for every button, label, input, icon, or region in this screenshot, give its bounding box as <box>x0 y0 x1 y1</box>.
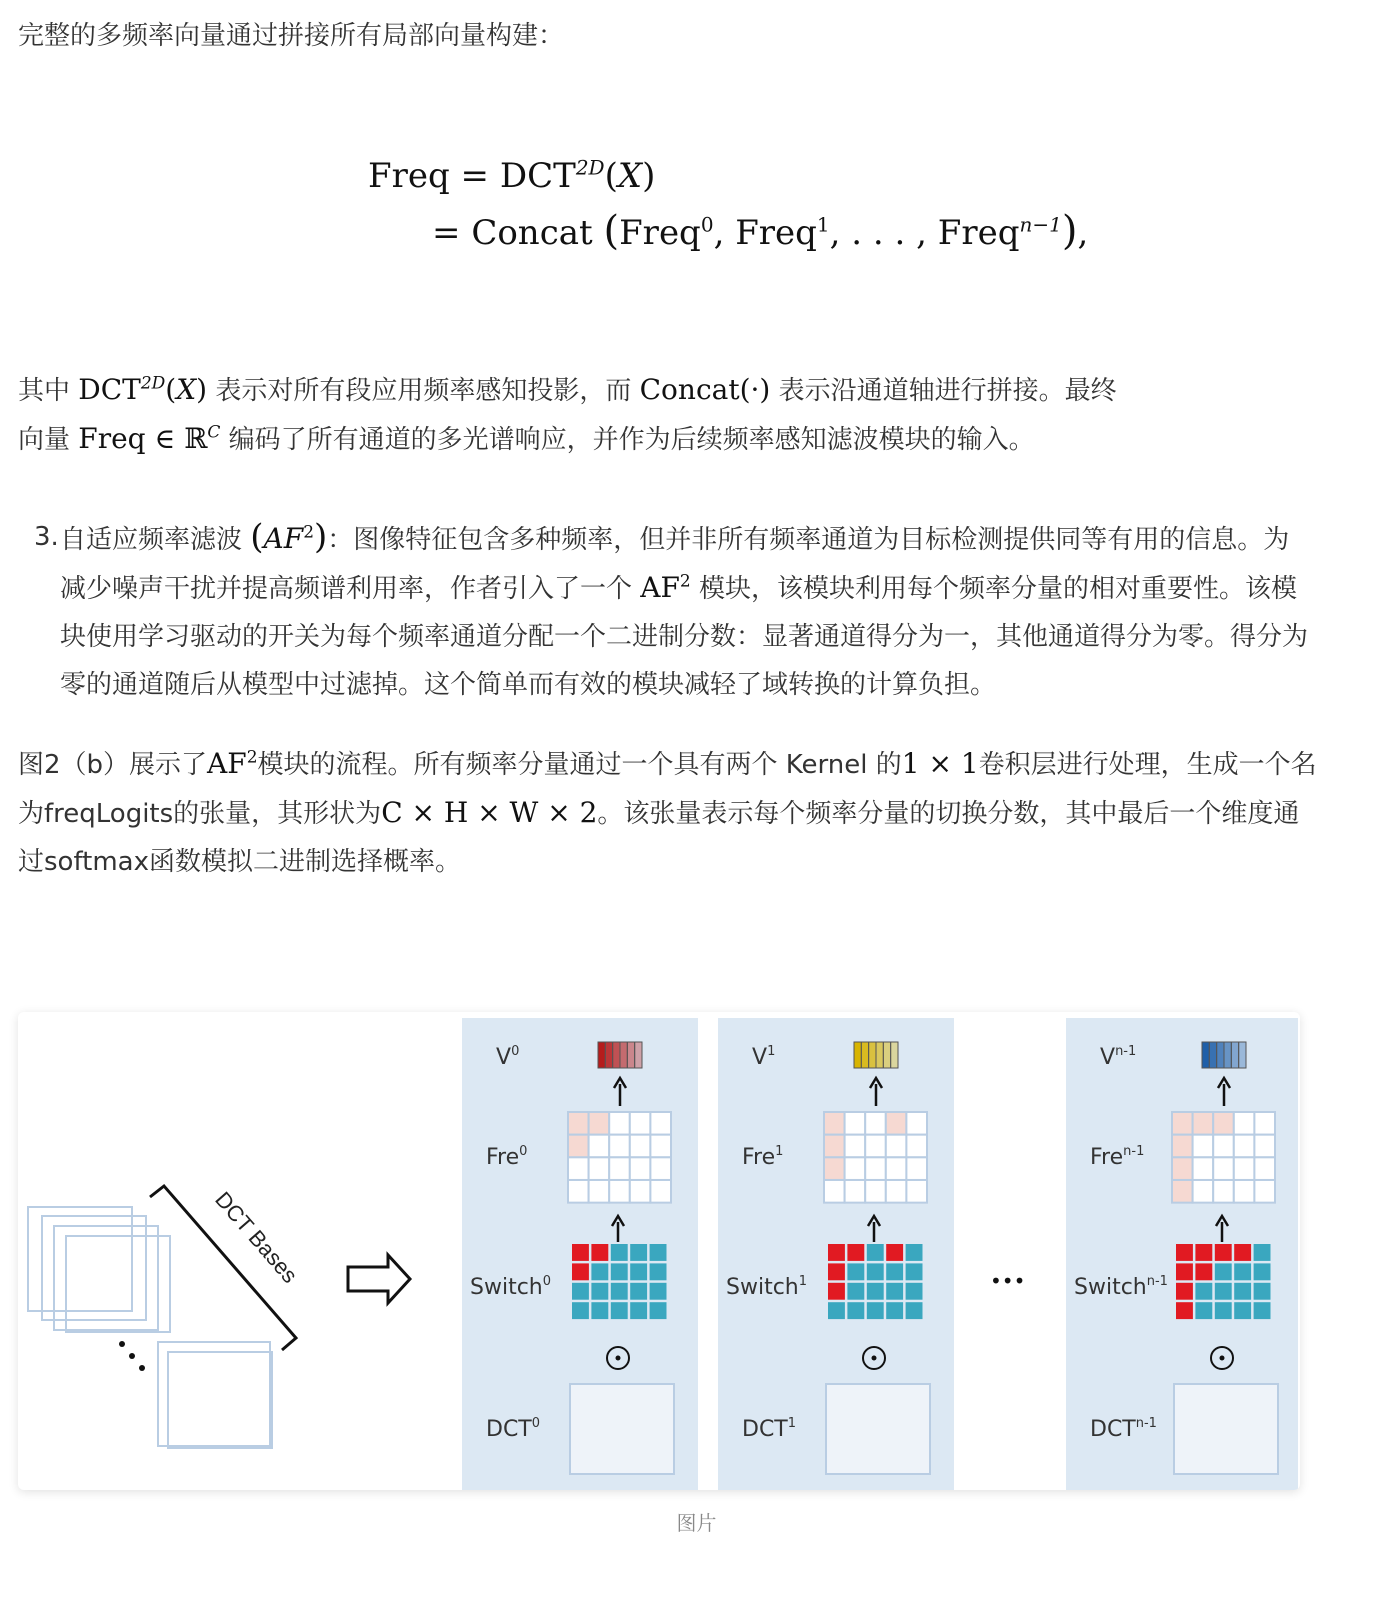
switch-grid-cell <box>1234 1244 1251 1261</box>
vector-cell <box>605 1042 612 1068</box>
frequency-grid-cell <box>1254 1112 1275 1135</box>
dct-bases-stack <box>28 1207 272 1448</box>
frequency-grid-cell <box>609 1157 630 1180</box>
vector-cell <box>1209 1042 1216 1068</box>
frequency-grid-cell <box>650 1112 671 1135</box>
frequency-grid-cell <box>845 1112 866 1135</box>
switch-grid-cell <box>630 1263 647 1280</box>
frequency-grid-cell <box>568 1135 589 1158</box>
switch-grid-cell <box>886 1263 903 1280</box>
vector-cell <box>620 1042 627 1068</box>
vector-cell <box>1224 1042 1231 1068</box>
switch-grid-cell <box>828 1283 845 1300</box>
vector-cell <box>598 1042 605 1068</box>
vector-cell <box>1217 1042 1224 1068</box>
switch-grid-cell <box>1234 1302 1251 1319</box>
vector-cell <box>861 1042 868 1068</box>
vector-cell <box>613 1042 620 1068</box>
switch-grid-cell <box>1215 1244 1232 1261</box>
intro-text: 完整的多频率向量通过拼接所有局部向量构建： <box>18 21 565 51</box>
frequency-grid-cell <box>845 1157 866 1180</box>
switch-grid-cell <box>611 1283 628 1300</box>
switch-grid-cell <box>867 1263 884 1280</box>
process-arrow-icon <box>348 1255 410 1303</box>
switch-grid-cell <box>1234 1263 1251 1280</box>
switch-grid-cell <box>650 1302 667 1319</box>
frequency-grid-cell <box>630 1157 651 1180</box>
frequency-grid-cell <box>906 1157 927 1180</box>
switch-grid-cell <box>630 1244 647 1261</box>
switch-label: Switch$^0$ <box>470 1274 552 1300</box>
vector-cell <box>1231 1042 1238 1068</box>
vector-cell <box>883 1042 890 1068</box>
switch-grid-cell <box>650 1244 667 1261</box>
switch-grid-cell <box>1176 1302 1193 1319</box>
frequency-grid-cell <box>886 1135 907 1158</box>
switch-grid-cell <box>906 1263 923 1280</box>
dct-label: DCT$^0$ <box>486 1416 541 1442</box>
frequency-grid-cell <box>865 1180 886 1203</box>
figure-caption: 图片 <box>676 1511 717 1535</box>
frequency-grid-cell <box>1254 1180 1275 1203</box>
frequency-grid-cell <box>650 1180 671 1203</box>
switch-grid-cell <box>847 1283 864 1300</box>
frequency-grid-cell <box>568 1157 589 1180</box>
switch-grid-cell <box>828 1263 845 1280</box>
frequency-grid-cell <box>1193 1157 1214 1180</box>
vector-label: $V^0$ <box>496 1044 520 1070</box>
switch-grid-cell <box>1176 1244 1193 1261</box>
vector-cell <box>627 1042 634 1068</box>
frequency-grid-cell <box>886 1157 907 1180</box>
frequency-grid-cell <box>1234 1135 1255 1158</box>
switch-grid-cell <box>906 1244 923 1261</box>
frequency-grid-cell <box>609 1112 630 1135</box>
dct-basis-box <box>570 1384 674 1474</box>
vector-cell <box>869 1042 876 1068</box>
frequency-grid-cell <box>824 1157 845 1180</box>
vector-label: $V^{n-1}$ <box>1100 1044 1137 1070</box>
equation-line-2: = Concat (Freq$^0$, Freq$^1$, . . . , Freq$^{n-1}$), <box>432 208 1089 254</box>
switch-grid-cell <box>572 1283 589 1300</box>
dct-basis-box <box>1174 1384 1278 1474</box>
switch-grid-cell <box>1195 1302 1212 1319</box>
switch-grid-cell <box>906 1283 923 1300</box>
dct-label: DCT$^{n-1}$ <box>1090 1416 1157 1442</box>
frequency-grid-cell <box>906 1112 927 1135</box>
frequency-grid-cell <box>568 1180 589 1203</box>
switch-grid-cell <box>847 1263 864 1280</box>
frequency-grid-cell <box>1213 1180 1234 1203</box>
switch-grid-cell <box>1254 1283 1271 1300</box>
switch-grid-cell <box>867 1302 884 1319</box>
switch-grid-cell <box>1234 1283 1251 1300</box>
switch-grid-cell <box>611 1263 628 1280</box>
paragraph-af2-pipeline: 图2（b）展示了$AF^2$模块的流程。所有频率分量通过一个具有两个 Kernel 的1 × 1卷积层进行处理，生成一个名为freqLogits的张量，其形状为C × H × W × 2。该张量表示每个频率分量的切换分数，其中最后一个维度通过softmax函数模拟二进制选择概率。 <box>18 747 1317 877</box>
hadamard-product-dot <box>872 1356 877 1361</box>
frequency-grid-cell <box>609 1180 630 1203</box>
switch-grid-cell <box>591 1302 608 1319</box>
frequency-grid-cell <box>1213 1157 1234 1180</box>
frequency-grid-cell <box>906 1135 927 1158</box>
switch-grid-cell <box>611 1302 628 1319</box>
vector-label: $V^1$ <box>752 1044 776 1070</box>
switch-grid-cell <box>611 1244 628 1261</box>
switch-grid-cell <box>572 1244 589 1261</box>
hadamard-product-dot <box>616 1356 621 1361</box>
frequency-grid-cell <box>1172 1112 1193 1135</box>
switch-grid-cell <box>1254 1302 1271 1319</box>
frequency-grid-cell <box>1234 1112 1255 1135</box>
columns-ellipsis: ••• <box>990 1269 1026 1293</box>
module-column-2 <box>1066 1018 1298 1490</box>
dct-bases-label: DCT Bases <box>210 1186 303 1288</box>
frequency-grid-cell <box>1193 1135 1214 1158</box>
frequency-grid-cell <box>1213 1135 1234 1158</box>
switch-grid-cell <box>1176 1263 1193 1280</box>
frequency-grid-cell <box>845 1180 866 1203</box>
switch-grid-cell <box>828 1302 845 1319</box>
switch-grid-cell <box>630 1302 647 1319</box>
list-number: 3. <box>34 522 59 552</box>
switch-grid-cell <box>1195 1263 1212 1280</box>
frequency-grid-cell <box>589 1180 610 1203</box>
switch-grid-cell <box>847 1302 864 1319</box>
frequency-grid-cell <box>650 1157 671 1180</box>
frequency-grid-cell <box>609 1135 630 1158</box>
dct-label: DCT$^1$ <box>742 1416 797 1442</box>
vector-cell <box>635 1042 642 1068</box>
list-item-adaptive-filter: 自适应频率滤波 $(AF^2)$：图像特征包含多种频率，但并非所有频率通道为目标检测提供同等有用的信息。为减少噪声干扰并提高频谱利用率，作者引入了一个 $AF^2$ 模块，该模块利用每个频率分量的相对重要性。该模块使用学习驱动的开关为每个频率通道分配一个二进制分数：显著通道得分为一，其他通道得分为零。得分为零的通道随后从模型中过滤掉。这个简单而有效的模块减轻了域转换的计算负担。 <box>60 517 1309 700</box>
switch-grid-cell <box>1176 1283 1193 1300</box>
frequency-grid-cell <box>1213 1112 1234 1135</box>
frequency-grid-cell <box>865 1135 886 1158</box>
frequency-grid-cell <box>824 1180 845 1203</box>
switch-grid-cell <box>867 1283 884 1300</box>
frequency-grid-cell <box>1234 1180 1255 1203</box>
switch-grid-cell <box>828 1244 845 1261</box>
vector-cell <box>1202 1042 1209 1068</box>
figure-diagram <box>18 1012 1300 1490</box>
frequency-grid-cell <box>589 1112 610 1135</box>
switch-grid-cell <box>1195 1283 1212 1300</box>
switch-grid-cell <box>572 1302 589 1319</box>
switch-grid-cell <box>650 1263 667 1280</box>
ellipsis-dots-bases <box>119 1341 145 1371</box>
frequency-grid-cell <box>1234 1157 1255 1180</box>
frequency-label: Fre$^0$ <box>486 1144 528 1170</box>
frequency-grid-cell <box>630 1135 651 1158</box>
frequency-grid-cell <box>1254 1157 1275 1180</box>
switch-grid-cell <box>1254 1263 1271 1280</box>
vector-cell <box>876 1042 883 1068</box>
switch-grid-cell <box>1215 1263 1232 1280</box>
switch-grid-cell <box>847 1244 864 1261</box>
frequency-grid-cell <box>650 1135 671 1158</box>
switch-label: Switch$^1$ <box>726 1274 808 1300</box>
frequency-grid-cell <box>1172 1180 1193 1203</box>
frequency-grid-cell <box>1254 1135 1275 1158</box>
switch-grid-cell <box>906 1302 923 1319</box>
frequency-grid-cell <box>845 1135 866 1158</box>
frequency-grid-cell <box>824 1112 845 1135</box>
frequency-grid-cell <box>589 1135 610 1158</box>
frequency-grid-cell <box>630 1112 651 1135</box>
module-column-1 <box>718 1018 954 1490</box>
switch-grid-cell <box>650 1283 667 1300</box>
switch-grid-cell <box>886 1244 903 1261</box>
frequency-grid-cell <box>589 1157 610 1180</box>
switch-grid-cell <box>1215 1302 1232 1319</box>
switch-grid-cell <box>591 1283 608 1300</box>
module-column-0 <box>462 1018 698 1490</box>
frequency-label: Fre$^{n-1}$ <box>1090 1144 1145 1170</box>
frequency-grid-cell <box>886 1112 907 1135</box>
frequency-grid-cell <box>1172 1135 1193 1158</box>
switch-grid-cell <box>886 1283 903 1300</box>
paragraph-dct-explanation: 其中 $DCT^{2D}(X)$ 表示对所有段应用频率感知投影，而 Concat(·) 表示沿通道轴进行拼接。最终 向量 Freq ∈ ℝ$^C$ 编码了所有通道的多光谱响应，并作为后续频率感知滤波模块的输入。 <box>18 373 1117 455</box>
switch-label: Switch$^{n-1}$ <box>1074 1274 1168 1300</box>
switch-grid-cell <box>886 1302 903 1319</box>
switch-grid-cell <box>572 1263 589 1280</box>
frequency-grid-cell <box>568 1112 589 1135</box>
switch-grid-cell <box>1254 1244 1271 1261</box>
frequency-grid-cell <box>906 1180 927 1203</box>
vector-cell <box>1239 1042 1246 1068</box>
equation-line-1: Freq = $DCT^{2D}(X)$ <box>368 155 656 196</box>
frequency-grid-cell <box>865 1112 886 1135</box>
switch-grid-cell <box>867 1244 884 1261</box>
switch-grid-cell <box>630 1283 647 1300</box>
frequency-grid-cell <box>824 1135 845 1158</box>
dct-basis-box <box>826 1384 930 1474</box>
vector-cell <box>891 1042 898 1068</box>
frequency-grid-cell <box>1193 1180 1214 1203</box>
switch-grid-cell <box>1195 1244 1212 1261</box>
figure-af2-module <box>18 1012 1300 1490</box>
hadamard-product-dot <box>1220 1356 1225 1361</box>
frequency-label: Fre$^1$ <box>742 1144 784 1170</box>
vector-cell <box>854 1042 861 1068</box>
frequency-grid-cell <box>865 1157 886 1180</box>
frequency-grid-cell <box>1172 1157 1193 1180</box>
frequency-grid-cell <box>1193 1112 1214 1135</box>
switch-grid-cell <box>1215 1283 1232 1300</box>
switch-grid-cell <box>591 1263 608 1280</box>
frequency-grid-cell <box>630 1180 651 1203</box>
switch-grid-cell <box>591 1244 608 1261</box>
frequency-grid-cell <box>886 1180 907 1203</box>
